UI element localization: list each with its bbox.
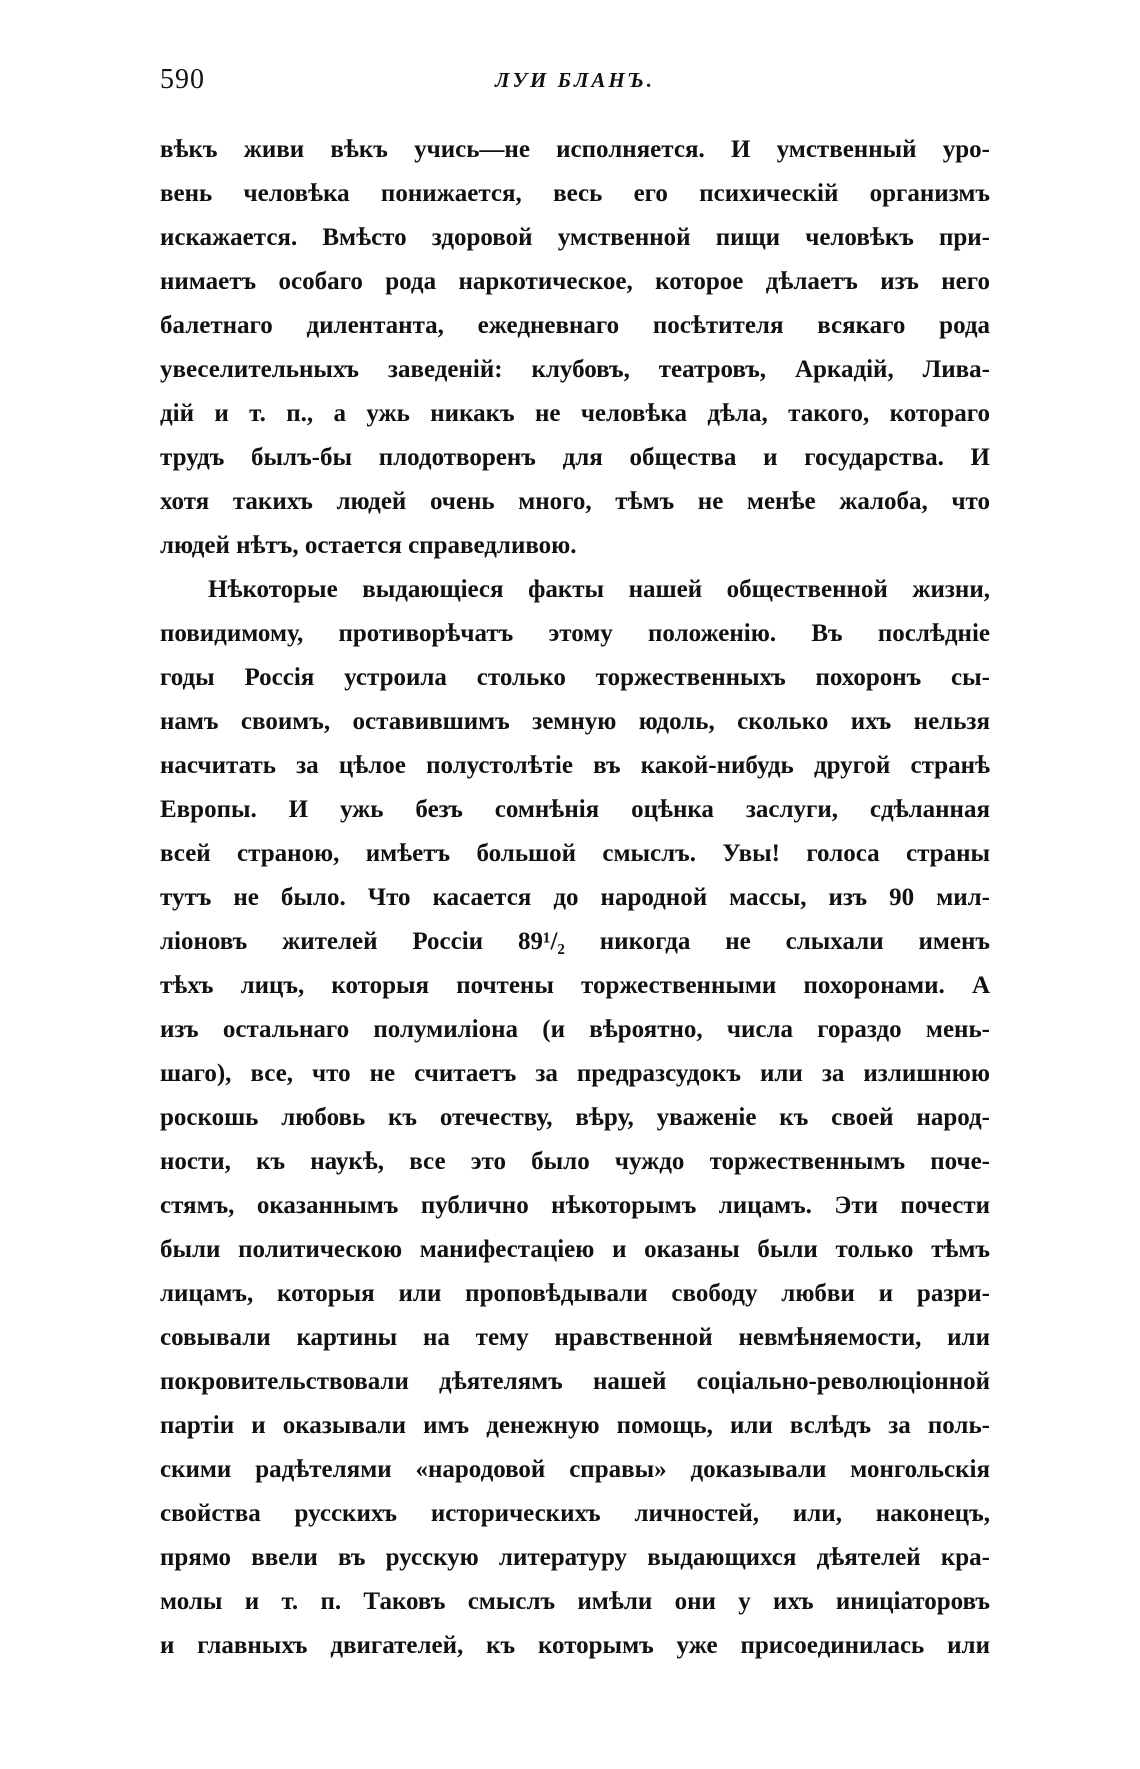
text-line: балетнаго дилентанта, ежедневнаго посѣтителя всякаго рода	[160, 312, 990, 339]
text-line: лицамъ, которыя или проповѣдывали свободу любви и разри-	[160, 1280, 990, 1307]
text-line: трудъ былъ-бы плодотворенъ для общества и государства. И	[160, 444, 990, 471]
text-line: всей страною, имѣетъ большой смыслъ. Увы! голоса страны	[160, 840, 990, 867]
text-line: дій и т. п., а ужь никакъ не человѣка дѣла, такого, котораго	[160, 400, 990, 427]
text-line: изъ остальнаго полумиліона (и вѣроятно, числа гораздо мень-	[160, 1016, 990, 1043]
text-line: вѣкъ живи вѣкъ учись—не исполняется. И умственный уро-	[160, 136, 990, 163]
text-line: скими радѣтелями «народовой справы» доказывали монгольскія	[160, 1456, 990, 1483]
text-line: годы Россія устроила столько торжественныхъ похоронъ сы-	[160, 664, 990, 691]
running-title: ЛУИ БЛАНЪ.	[495, 68, 655, 92]
text-line: нимаетъ особаго рода наркотическое, которое дѣлаетъ изъ него	[160, 268, 990, 295]
page-number: 590	[160, 64, 205, 95]
text-line: стямъ, оказаннымъ публично нѣкоторымъ лицамъ. Эти почести	[160, 1192, 990, 1219]
paragraph-1	[160, 128, 990, 568]
text-line: насчитать за цѣлое полустолѣтіе въ какой-нибудь другой странѣ	[160, 752, 990, 779]
text-line: тутъ не было. Что касается до народной массы, изъ 90 мил-	[160, 884, 990, 911]
text-line: Европы. И ужь безъ сомнѣнія оцѣнка заслуги, сдѣланная	[160, 796, 990, 823]
text-line: вень человѣка понижается, весь его психическій организмъ	[160, 180, 990, 207]
text-line: молы и т. п. Таковъ смыслъ имѣли они у ихъ иниціаторовъ	[160, 1588, 990, 1615]
text-line: увеселительныхъ заведеній: клубовъ, театровъ, Аркадій, Лива-	[160, 356, 990, 383]
text-line: хотя такихъ людей очень много, тѣмъ не менѣе жалоба, что	[160, 488, 990, 515]
text-line: свойства русскихъ историческихъ личностей, или, наконецъ,	[160, 1500, 990, 1527]
page-header	[160, 64, 990, 104]
text-line: повидимому, противорѣчатъ этому положенію. Въ послѣдніе	[160, 620, 990, 647]
text-line: покровительствовали дѣятелямъ нашей соціально-революціонной	[160, 1368, 990, 1395]
text-line: ности, къ наукѣ, все это было чуждо торжественнымъ поче-	[160, 1148, 990, 1175]
text-line: были политическою манифестаціею и оказаны были только тѣмъ	[160, 1236, 990, 1263]
text-line: партіи и оказывали имъ денежную помощь, или вслѣдъ за поль-	[160, 1412, 990, 1439]
text-line: тѣхъ лицъ, которыя почтены торжественными похоронами. А	[160, 972, 990, 999]
text-line: ліоновъ жителей Россіи 89¹/₂ никогда не слыхали именъ	[160, 928, 990, 955]
text-line: Нѣкоторые выдающіеся факты нашей общественной жизни,	[208, 576, 990, 603]
text-line: намъ своимъ, оставившимъ земную юдоль, сколько ихъ нельзя	[160, 708, 990, 735]
text-line: искажается. Вмѣсто здоровой умственной пищи человѣкъ при-	[160, 224, 990, 251]
paragraph-2	[160, 568, 990, 1668]
text-line: и главныхъ двигателей, къ которымъ уже присоединилась или	[160, 1632, 990, 1659]
text-line: людей нѣтъ, остается справедливою.	[160, 532, 577, 559]
body-text	[160, 128, 990, 1668]
text-line: роскошь любовь къ отечеству, вѣру, уваженіе къ своей народ-	[160, 1104, 990, 1131]
text-line: совывали картины на тему нравственной невмѣняемости, или	[160, 1324, 990, 1351]
text-line: шаго), все, что не считаетъ за предразсудокъ или за излишнюю	[160, 1060, 990, 1087]
text-line: прямо ввели въ русскую литературу выдающихся дѣятелей кра-	[160, 1544, 990, 1571]
